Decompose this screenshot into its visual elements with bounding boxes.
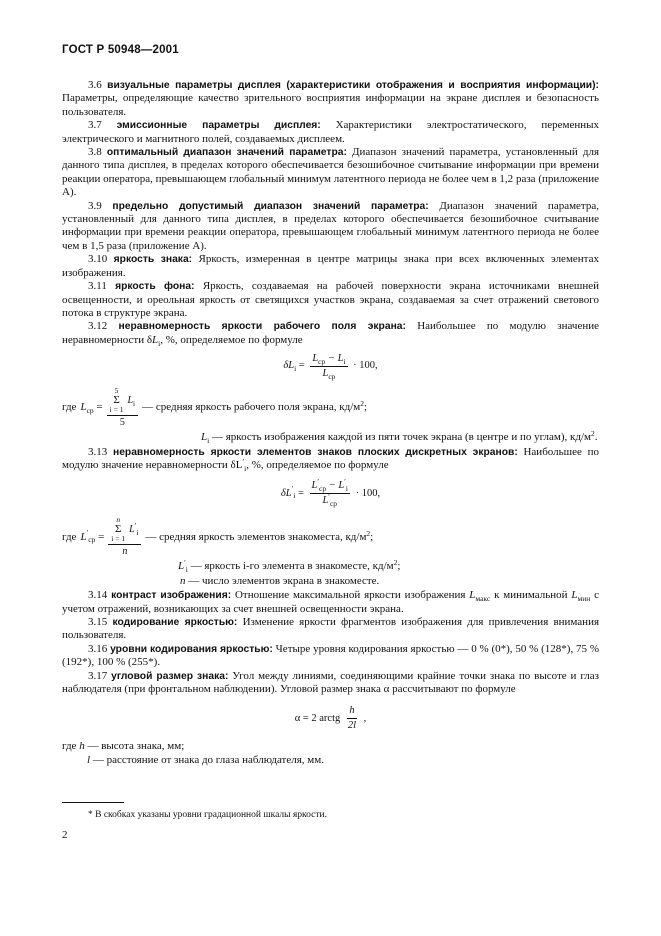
- sigma-upper: 5: [114, 386, 119, 396]
- footnote: * В скобках указаны уровни градационной шкалы яркости.: [88, 810, 327, 820]
- document-header: ГОСТ Р 50948—2001: [62, 44, 179, 56]
- where-word: где: [62, 740, 77, 753]
- clause-text-end: с учетом отражений, возникающих за счет внешней освещенности экрана.: [62, 589, 599, 615]
- clause-3-17: [62, 670, 599, 697]
- symbol-subscript: i: [158, 338, 161, 348]
- avg-desc-text: — средняя яркость рабочего поля экрана, кд/м: [142, 401, 361, 414]
- where-block-1: где L $_{ср}$ = 5 Σ i = 1 L $_i$ 5 — средняя яркость рабочего поля экрана, $кд/м^2$;: [62, 386, 368, 429]
- clause-3-14: [62, 589, 599, 616]
- den-symbol: L: [322, 367, 329, 379]
- sum-numerator: n Σ i = 1 L ′ $_i$: [108, 516, 141, 545]
- clause-term: угловой размер знака:: [111, 670, 229, 682]
- clause-3-16: [62, 643, 599, 670]
- where-item-li-prime: [62, 560, 599, 573]
- sigma-lower: i = 1: [111, 534, 126, 544]
- fraction-numerator: h: [347, 705, 356, 719]
- clause-number: 3.15: [88, 615, 108, 628]
- clause-number: 3.9: [88, 199, 102, 212]
- item-prime: ′: [184, 558, 186, 568]
- footnote-rule: [62, 802, 124, 803]
- document-body: [62, 79, 599, 767]
- item-end: ;: [397, 560, 401, 573]
- avg-eq: =: [95, 530, 105, 543]
- clause-3-13: [62, 446, 599, 473]
- clause-text: Параметры, определяющие качество зрительного восприятия информации на экране дисплея и безопасность пользователя.: [62, 92, 599, 118]
- formula-eq: =: [295, 487, 307, 499]
- num-minus: − L: [326, 479, 345, 491]
- clause-text: Яркость, измеренная в центре матрицы знака при всех включенных элементах изображения.: [62, 253, 599, 279]
- formula-fraction: [310, 353, 347, 380]
- fraction-numerator: [310, 353, 347, 367]
- clause-term: эмиссионные параметры дисплея:: [116, 120, 321, 132]
- avg-description: [142, 401, 367, 414]
- num-sub-b: i: [343, 356, 346, 366]
- clause-3-12: [62, 320, 599, 347]
- clause-number: 3.14: [88, 589, 108, 602]
- num-symbol: L: [312, 352, 319, 364]
- fraction-denominator: [320, 367, 337, 380]
- clause-term: неравномерность яркости элементов знаков плоских дискретных экранов:: [112, 446, 518, 458]
- clause-number: 3.6: [88, 79, 102, 91]
- clause-text: Характеристики электростатического, переменных электрического и магнитного полей, создаваемых дисплеем.: [62, 119, 600, 145]
- clause-3-10: [62, 253, 599, 280]
- avg-eq: =: [93, 401, 103, 414]
- clause-text: Наибольшее по модулю значение неравномерности δ: [62, 320, 600, 346]
- formula-fraction: [310, 476, 351, 508]
- clause-text: Диапазон значений параметра, установленный для данного типа дисплея, в пределах которого обеспечивается безошибочное считывание информации при времени реакции оператора, превышающем глобальный минимум латентного периода не более чем в 1,5 раза (приложение А).: [62, 199, 599, 252]
- clause-number: 3.13: [88, 445, 108, 458]
- avg-symbol: L: [80, 530, 87, 543]
- clause-text: Угол между линиями, соединяющими крайние точки знака по высоте и глаз наблюдателя (при фронтальном наблюдении). Угловой размер знака α рассчитывают по формуле: [62, 669, 599, 695]
- lmin-sub: мин: [577, 594, 591, 604]
- num-sub-b: i: [345, 483, 348, 493]
- page-number: 2: [62, 829, 68, 841]
- formula-element-nonuniformity: δL ′ $_i$ = $\frac{L'_{ср} - L'_i}{L'_{ср}}$ · 100,: [280, 476, 381, 508]
- den-sub: ср: [329, 498, 338, 508]
- formula-lhs: δL: [280, 487, 292, 499]
- clause-term: оптимальный диапазон значений параметра:: [106, 147, 347, 159]
- sigma-sign: [111, 516, 125, 543]
- clause-text-mid: к минимальной: [490, 589, 572, 602]
- clause-text: Четыре уровня кодирования яркостью — 0 % (0*), 50 % (128*), 75 % (192*), 100 % (255*).: [62, 642, 599, 669]
- den-prime: ′: [328, 491, 330, 501]
- formula-lhs: α = 2 arctg: [294, 712, 343, 724]
- fraction-denominator: 2l: [347, 719, 357, 731]
- clause-3-9: [62, 200, 599, 254]
- avg-desc-sup: 2: [366, 528, 371, 538]
- clause-3-11: [62, 280, 599, 320]
- sigma-sign: [110, 387, 124, 414]
- clause-text: Яркость, создаваемая на рабочей поверхности экрана источниками внешней освещенности, и ореольная яркость от светящихся участков экрана, создаваемая за счет отражений светового потока в структуре экрана.: [62, 280, 600, 319]
- where-block-2: где L ′ $_{ср}$ = n Σ i = 1 L ′ $_i$ n — средняя яркость элементов знакоместа, $кд/м^2$;: [62, 515, 374, 558]
- num-prime: ′: [317, 476, 319, 486]
- sum-term: L: [129, 524, 135, 536]
- clause-number: 3.11: [88, 280, 107, 293]
- item-text: — яркость i-го элемента в знакоместе, кд/м: [187, 560, 394, 573]
- clause-3-8: [62, 146, 599, 200]
- clause-text: Диапазон значений параметра, установленный для данного типа дисплея, в пределах которого обеспечивается безошибочное считывание информации при времени реакции оператора, превышающем глобальный минимум латентного периода не более чем в 1,2 раза (приложение А).: [62, 146, 600, 199]
- clause-3-15: [62, 616, 599, 643]
- clause-number: 3.7: [88, 119, 102, 132]
- item-end: .: [594, 431, 598, 444]
- fraction-denominator: [320, 491, 339, 508]
- item-sub: i: [185, 565, 188, 575]
- item-text: — число элементов экрана в знакоместе.: [185, 574, 380, 587]
- symbol-l: L: [152, 333, 159, 346]
- sum-denominator: n: [122, 546, 128, 558]
- clause-text-end: , %, определяемое по формуле: [160, 333, 303, 346]
- formula-tail: · 100,: [350, 360, 378, 372]
- avg-desc-end: ;: [363, 401, 368, 414]
- avg-description: [145, 528, 374, 544]
- avg-desc-sup: 2: [360, 399, 364, 409]
- clause-number: 3.8: [88, 146, 102, 159]
- den-symbol: L: [322, 494, 329, 506]
- sum-denominator: 5: [119, 417, 125, 429]
- l-symbol: l: [87, 753, 91, 766]
- formula-nonuniformity: δL $_i$ = $\frac{L_{ср} - L_i}{L_{ср}}$ · 100,: [283, 352, 378, 381]
- clause-text: Изменение яркости фрагментов изображения для привлечения внимания пользователя.: [62, 615, 600, 642]
- l-text: — расстояние от знака до глаза наблюдателя, мм.: [90, 753, 324, 766]
- clause-term: неравномерность яркости рабочего поля экрана:: [118, 321, 406, 333]
- h-symbol: h: [79, 740, 85, 753]
- h-text: — высота знака, мм;: [84, 740, 185, 753]
- clause-number: 3.16: [88, 642, 108, 655]
- item-sup: 2: [591, 429, 595, 439]
- item-symbol: L: [178, 560, 185, 573]
- formula-angular-size: [62, 696, 599, 740]
- clause-number: 3.10: [88, 253, 108, 266]
- sigma-upper: n: [116, 515, 121, 525]
- formula-tail: · 100,: [353, 487, 381, 499]
- sum-fraction: [108, 516, 141, 558]
- item-symbol: L: [201, 431, 208, 444]
- lmax-symbol: L: [469, 589, 476, 602]
- clause-text-sub: i: [244, 463, 247, 473]
- num-symbol: L: [311, 479, 318, 491]
- den-sub: ср: [328, 371, 336, 381]
- formula-eq: =: [296, 360, 308, 372]
- clause-number: 3.12: [88, 320, 108, 333]
- num-minus: − L: [325, 352, 344, 364]
- clause-term: кодирование яркостью:: [112, 616, 238, 628]
- where-item-l: [62, 754, 599, 767]
- clause-term: предельно допустимый диапазон значений параметра:: [112, 200, 429, 212]
- clause-text-prime: ′: [242, 456, 245, 466]
- num-prime-b: ′: [344, 476, 346, 486]
- where-word: где: [62, 401, 77, 414]
- sigma-symbol: Σ: [114, 523, 122, 536]
- clause-term: уровни кодирования яркостью:: [110, 643, 273, 655]
- formula-lhs: δL: [283, 360, 295, 372]
- clause-text: Наибольшее по модулю значение неравномерности δL: [62, 445, 599, 471]
- where-item-n: [62, 575, 599, 588]
- sigma-lower: i = 1: [109, 405, 124, 415]
- formula-tail: ,: [361, 712, 367, 724]
- item-sub: i: [207, 436, 210, 446]
- clause-text: Отношение максимальной яркости изображения: [234, 589, 470, 602]
- where-item-li: [62, 431, 599, 444]
- clause-term: визуальные параметры дисплея (характеристики отображения и восприятия информации):: [107, 80, 599, 91]
- sum-term: L: [127, 394, 134, 406]
- sigma-symbol: Σ: [113, 394, 120, 407]
- avg-desc-text: — средняя яркость элементов знакоместа, кд/м: [145, 530, 367, 543]
- clause-text-end: , %, определяемое по формуле: [246, 458, 389, 471]
- where-block-3: [62, 740, 599, 753]
- num-sub: ср: [318, 483, 327, 493]
- clause-term: контраст изображения:: [111, 590, 232, 602]
- clause-3-7: [62, 119, 599, 146]
- clause-number: 3.17: [88, 669, 108, 682]
- avg-symbol: L: [80, 401, 87, 414]
- avg-desc-end: ;: [370, 530, 374, 543]
- sum-numerator: 5 Σ i = 1 L $_i$: [107, 387, 138, 416]
- item-symbol: n: [180, 574, 186, 587]
- clause-3-6: [62, 79, 599, 119]
- clause-term: яркость фона:: [115, 281, 195, 293]
- lmax-sub: макс: [475, 594, 491, 604]
- item-text: — яркость изображения каждой из пяти точек экрана (в центре и по углам), кд/м: [209, 431, 591, 444]
- where-word: где: [62, 530, 77, 543]
- num-sub: ср: [318, 356, 326, 366]
- formula-fraction: [346, 705, 358, 732]
- sum-fraction: [107, 387, 138, 429]
- item-sup: 2: [393, 558, 398, 568]
- lmin-symbol: L: [571, 589, 578, 602]
- clause-term: яркость знака:: [113, 254, 193, 266]
